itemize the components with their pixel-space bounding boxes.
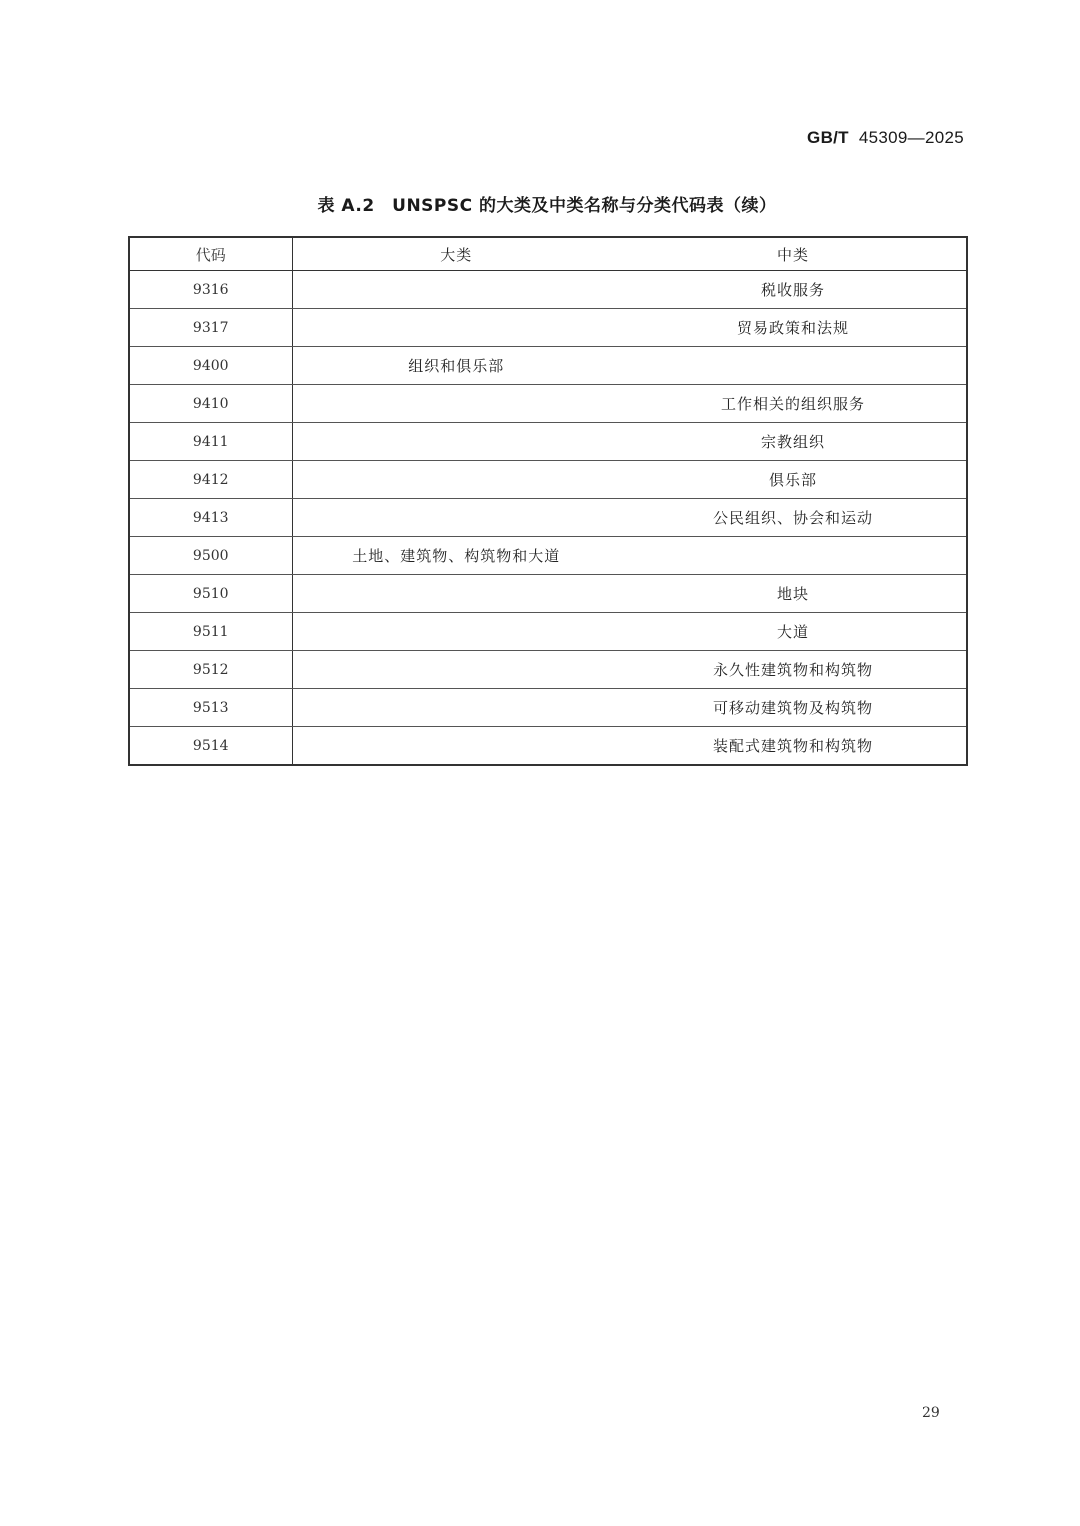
table-row xyxy=(129,575,967,613)
table-row xyxy=(129,537,967,575)
table-row xyxy=(129,347,967,385)
main-category-cell: 土地、建筑物、构筑物和大道 xyxy=(292,537,620,575)
table-body xyxy=(129,271,967,766)
sub-category-cell xyxy=(620,537,967,575)
sub-category-cell: 俱乐部 xyxy=(620,461,967,499)
code-cell: 9317 xyxy=(129,309,292,347)
sub-category-cell xyxy=(620,347,967,385)
main-category-cell xyxy=(292,689,620,727)
code-cell: 9512 xyxy=(129,651,292,689)
column-header-code: 代码 xyxy=(129,237,292,271)
code-cell: 9316 xyxy=(129,271,292,309)
standard-prefix: GB/T xyxy=(807,128,849,147)
sub-category-cell: 永久性建筑物和构筑物 xyxy=(620,651,967,689)
table-row xyxy=(129,385,967,423)
sub-category-cell: 公民组织、协会和运动 xyxy=(620,499,967,537)
sub-category-cell: 可移动建筑物及构筑物 xyxy=(620,689,967,727)
column-header-sub-category: 中类 xyxy=(620,237,967,271)
sub-category-cell: 工作相关的组织服务 xyxy=(620,385,967,423)
sub-category-cell: 宗教组织 xyxy=(620,423,967,461)
code-cell: 9413 xyxy=(129,499,292,537)
column-header-main-category: 大类 xyxy=(292,237,620,271)
main-category-cell xyxy=(292,309,620,347)
code-cell: 9411 xyxy=(129,423,292,461)
table-row xyxy=(129,423,967,461)
main-category-cell xyxy=(292,385,620,423)
table-row xyxy=(129,689,967,727)
main-category-cell: 组织和俱乐部 xyxy=(292,347,620,385)
sub-category-cell: 装配式建筑物和构筑物 xyxy=(620,727,967,766)
main-category-cell xyxy=(292,651,620,689)
main-category-cell xyxy=(292,423,620,461)
code-cell: 9410 xyxy=(129,385,292,423)
main-category-cell xyxy=(292,499,620,537)
main-category-cell xyxy=(292,271,620,309)
table-title: 表 A.2 UNSPSC 的大类及中类名称与分类代码表（续） xyxy=(317,196,777,216)
standard-number xyxy=(807,128,964,148)
table-row xyxy=(129,499,967,537)
page-number: 29 xyxy=(922,1405,940,1421)
table-row xyxy=(129,461,967,499)
code-cell: 9500 xyxy=(129,537,292,575)
code-cell: 9510 xyxy=(129,575,292,613)
main-category-cell xyxy=(292,461,620,499)
main-category-cell xyxy=(292,727,620,766)
table-row xyxy=(129,309,967,347)
main-category-cell xyxy=(292,613,620,651)
code-cell: 9412 xyxy=(129,461,292,499)
standard-code: 45309—2025 xyxy=(858,128,964,147)
sub-category-cell: 税收服务 xyxy=(620,271,967,309)
code-cell: 9400 xyxy=(129,347,292,385)
table-row xyxy=(129,271,967,309)
code-cell: 9511 xyxy=(129,613,292,651)
classification-table xyxy=(128,236,968,766)
code-cell: 9513 xyxy=(129,689,292,727)
main-category-cell xyxy=(292,575,620,613)
table-row xyxy=(129,727,967,766)
sub-category-cell: 地块 xyxy=(620,575,967,613)
code-cell: 9514 xyxy=(129,727,292,766)
sub-category-cell: 大道 xyxy=(620,613,967,651)
table-row xyxy=(129,613,967,651)
sub-category-cell: 贸易政策和法规 xyxy=(620,309,967,347)
table-header-row xyxy=(129,237,967,271)
table-row xyxy=(129,651,967,689)
